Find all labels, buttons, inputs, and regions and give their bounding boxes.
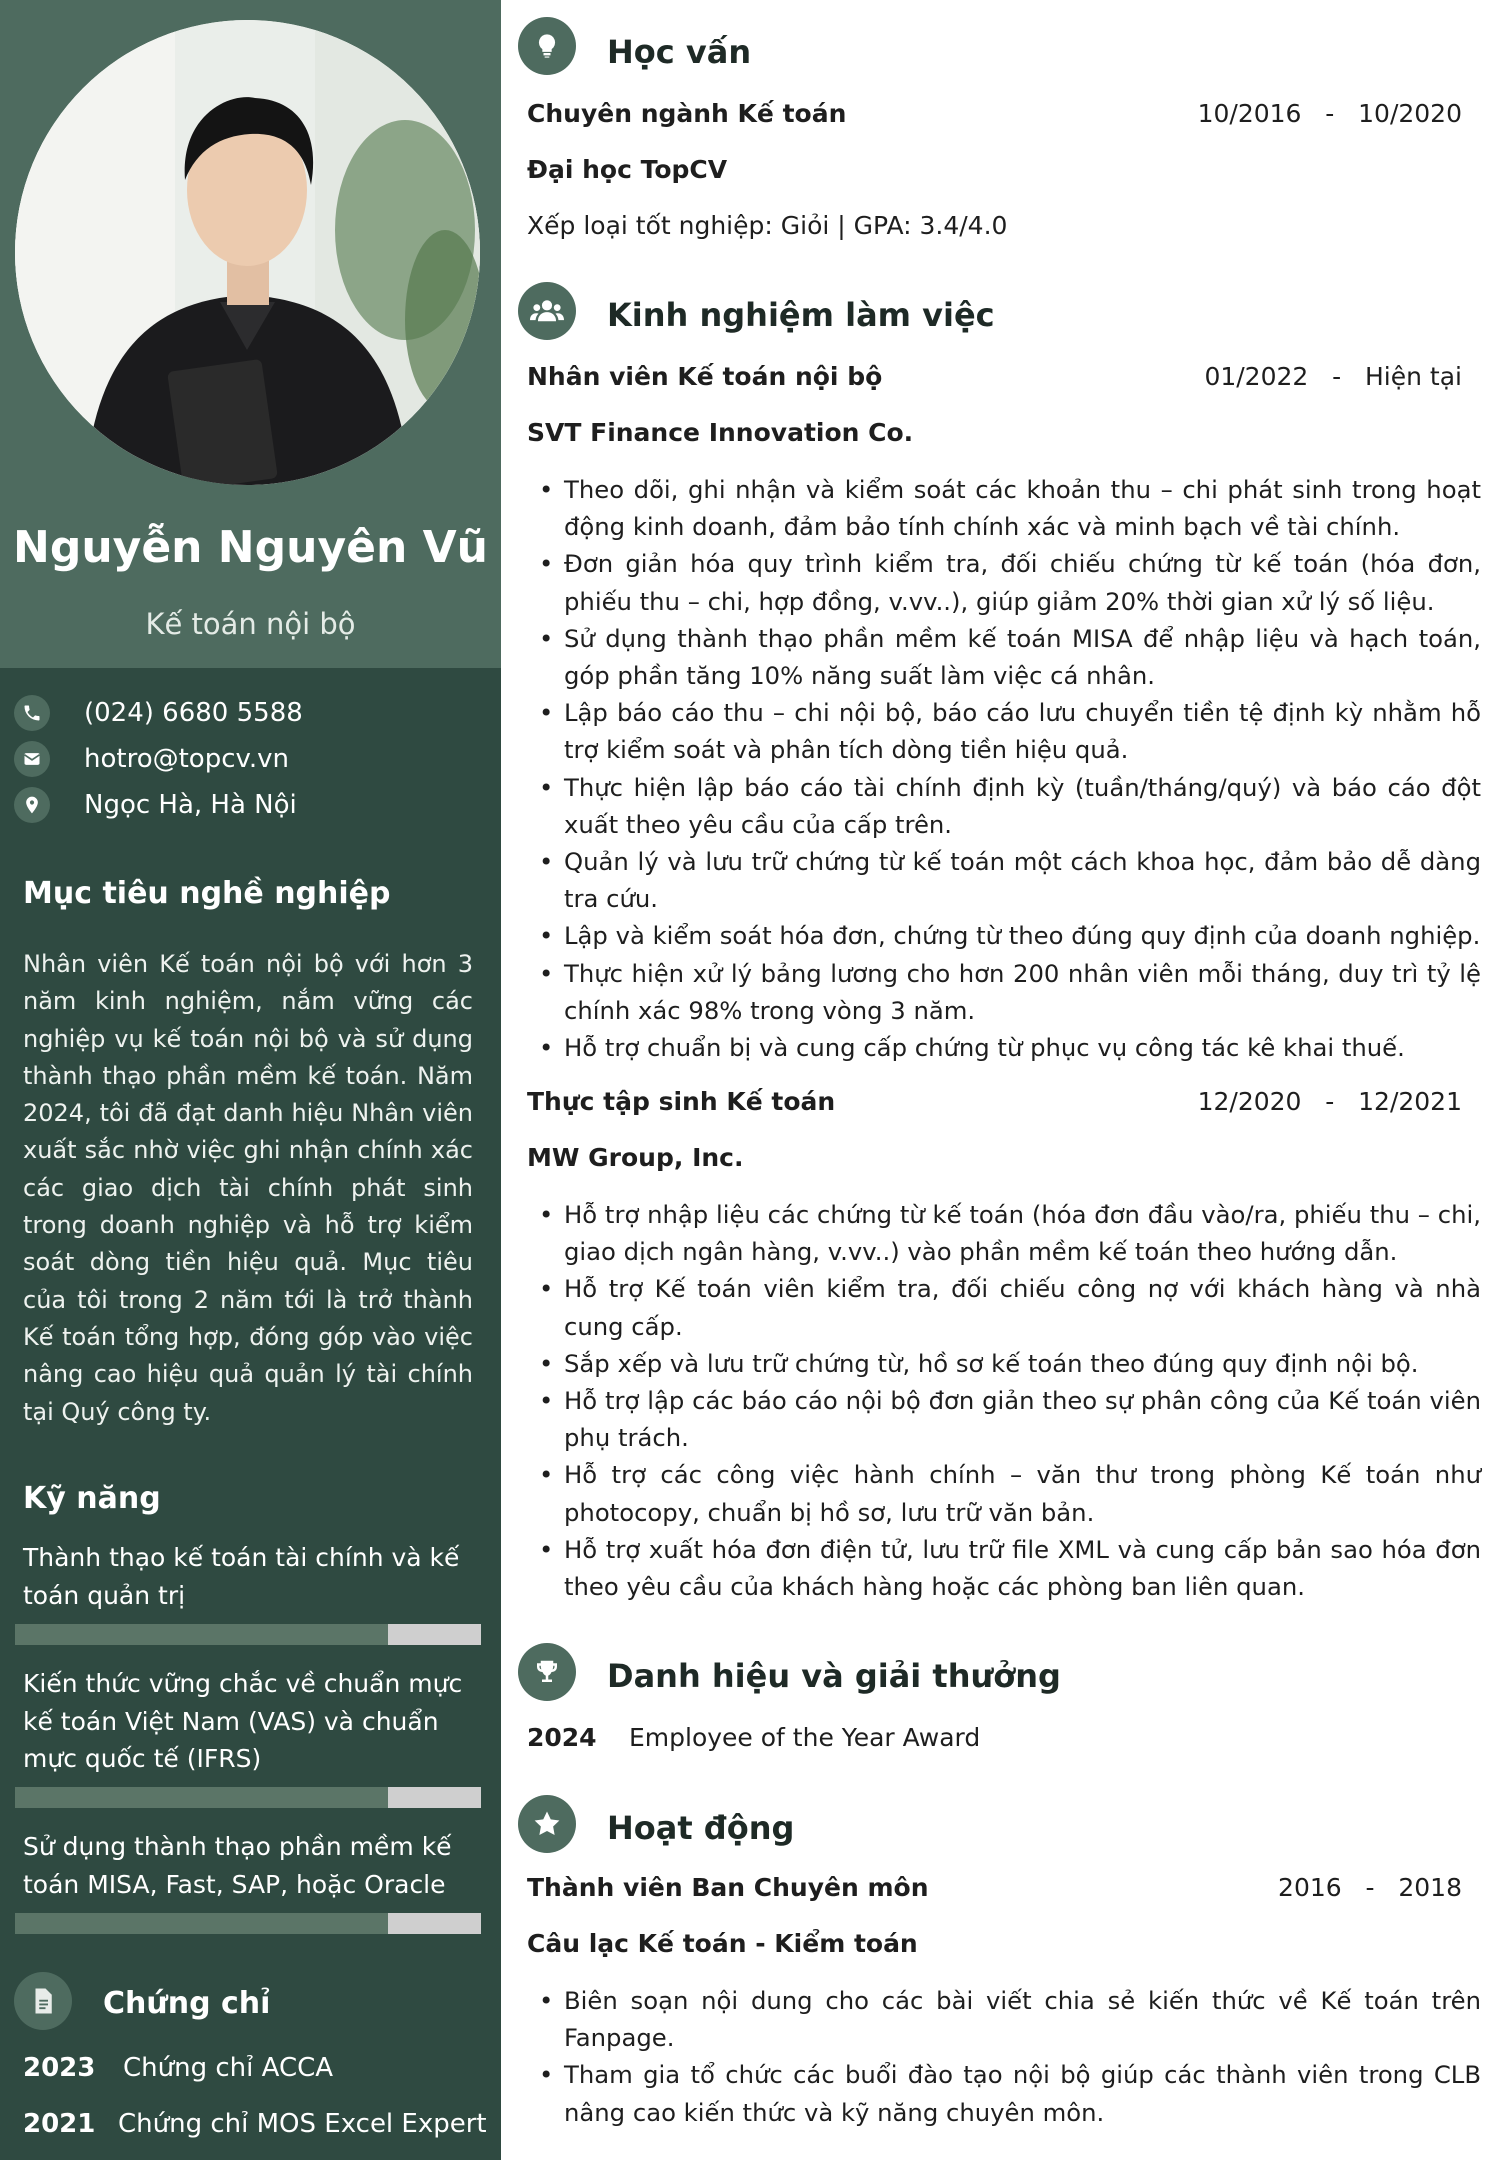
contact-address bbox=[14, 782, 303, 828]
list-item: • Lập và kiểm soát hóa đơn, chứng từ theo đúng quy định của doanh nghiệp. bbox=[527, 917, 1481, 954]
activity-bullet-list bbox=[527, 1982, 1481, 2131]
certificate-name: Chứng chỉ ACCA bbox=[123, 2053, 334, 2083]
avatar bbox=[15, 20, 480, 485]
award-item bbox=[527, 1720, 980, 1756]
lightbulb-icon bbox=[518, 17, 576, 75]
list-item: • Quản lý và lưu trữ chứng từ kế toán một cách khoa học, đảm bảo dễ dàng tra cứu. bbox=[527, 843, 1481, 917]
list-item: • Hỗ trợ các công việc hành chính – văn thư trong phòng Kế toán như photocopy, chuẩn bị hồ sơ, lưu trữ văn bản. bbox=[527, 1456, 1481, 1530]
skill-label: Sử dụng thành thạo phần mềm kế toán MISA, Fast, SAP, hoặc Oracle bbox=[23, 1832, 452, 1899]
star-icon bbox=[518, 1795, 576, 1853]
job-bullet-list bbox=[527, 471, 1481, 1066]
skill-bar bbox=[15, 1913, 481, 1934]
skill-bar-fill bbox=[15, 1913, 388, 1934]
skill-bar-fill bbox=[15, 1787, 388, 1808]
candidate-role: Kế toán nội bộ bbox=[145, 607, 356, 641]
date-end: Hiện tại bbox=[1365, 362, 1462, 391]
contact-phone bbox=[14, 690, 303, 736]
certificate-year: 2021 bbox=[23, 2109, 96, 2139]
date-start: 01/2022 bbox=[1204, 362, 1309, 391]
skill-bar bbox=[15, 1787, 481, 1808]
job-position: Nhân viên Kế toán nội bộ bbox=[527, 362, 883, 391]
date-end: 12/2021 bbox=[1358, 1087, 1462, 1116]
trophy-icon bbox=[518, 1643, 576, 1701]
list-item: • Tham gia tổ chức các buổi đào tạo nội bộ giúp các thành viên trong CLB nâng cao kiến thức và kỹ năng chuyên môn. bbox=[527, 2056, 1481, 2130]
activity-dates: 2016 - 2018 bbox=[1278, 1873, 1462, 1902]
skill-label: Kiến thức vững chắc về chuẩn mực kế toán Việt Nam (VAS) và chuẩn mực quốc tế (IFRS) bbox=[23, 1669, 463, 1773]
certificate-name: Chứng chỉ MOS Excel Expert bbox=[118, 2109, 487, 2139]
education-heading: Học vấn bbox=[607, 33, 752, 71]
people-icon bbox=[518, 282, 576, 340]
job-company: SVT Finance Innovation Co. bbox=[527, 418, 914, 447]
job-position: Thực tập sinh Kế toán bbox=[527, 1087, 836, 1116]
list-item: • Hỗ trợ nhập liệu các chứng từ kế toán (hóa đơn đầu vào/ra, phiếu thu – chi, giao dịch ngân hàng, v.vv..) vào phần mềm kế toán theo hướng dẫn. bbox=[527, 1196, 1481, 1270]
document-icon bbox=[14, 1972, 72, 2030]
certificate-year: 2023 bbox=[23, 2053, 96, 2083]
skill-label: Thành thạo kế toán tài chính và kế toán quản trị bbox=[23, 1543, 460, 1610]
list-item: • Biên soạn nội dung cho các bài viết chia sẻ kiến thức về Kế toán trên Fanpage. bbox=[527, 1982, 1481, 2056]
contact-list bbox=[14, 690, 303, 828]
job-dates: 12/2020 - 12/2021 bbox=[1197, 1087, 1462, 1116]
certificates-heading: Chứng chỉ bbox=[103, 1986, 271, 2021]
phone-text: (024) 6680 5588 bbox=[84, 698, 303, 728]
list-item: • Theo dõi, ghi nhận và kiểm soát các khoản thu – chi phát sinh trong hoạt động kinh doanh, đảm bảo tính chính xác và minh bạch về tài chính. bbox=[527, 471, 1481, 545]
education-school: Đại học TopCV bbox=[527, 155, 728, 184]
job-bullet-list bbox=[527, 1196, 1481, 1605]
sidebar bbox=[0, 0, 501, 2160]
date-start: 10/2016 bbox=[1197, 99, 1302, 128]
email-icon bbox=[14, 741, 50, 777]
list-item: • Sắp xếp và lưu trữ chứng từ, hồ sơ kế toán theo đúng quy định nội bộ. bbox=[527, 1345, 1481, 1382]
list-item: • Thực hiện lập báo cáo tài chính định kỳ (tuần/tháng/quý) và báo cáo đột xuất theo yêu cầu của cấp trên. bbox=[527, 769, 1481, 843]
phone-icon bbox=[14, 695, 50, 731]
address-text: Ngọc Hà, Hà Nội bbox=[84, 790, 297, 820]
activities-heading: Hoạt động bbox=[607, 1809, 795, 1847]
education-major: Chuyên ngành Kế toán bbox=[527, 99, 847, 128]
awards-heading: Danh hiệu và giải thưởng bbox=[607, 1657, 1061, 1695]
activity-role: Thành viên Ban Chuyên môn bbox=[527, 1873, 929, 1902]
date-end: 2018 bbox=[1398, 1873, 1462, 1902]
list-item: • Hỗ trợ xuất hóa đơn điện tử, lưu trữ file XML và cung cấp bản sao hóa đơn theo yêu cầu của khách hàng hoặc các phòng ban liên quan. bbox=[527, 1531, 1481, 1605]
award-year: 2024 bbox=[527, 1723, 597, 1752]
email-text: hotro@topcv.vn bbox=[84, 744, 290, 774]
list-item: • Hỗ trợ Kế toán viên kiểm tra, đối chiếu công nợ với khách hàng và nhà cung cấp. bbox=[527, 1270, 1481, 1344]
activity-org: Câu lạc Kế toán - Kiểm toán bbox=[527, 1929, 918, 1958]
date-start: 12/2020 bbox=[1197, 1087, 1302, 1116]
list-item: • Hỗ trợ chuẩn bị và cung cấp chứng từ phục vụ công tác kê khai thuế. bbox=[527, 1029, 1481, 1066]
skill-bar-fill bbox=[15, 1624, 388, 1645]
list-item: • Hỗ trợ lập các báo cáo nội bộ đơn giản theo sự phân công của Kế toán viên phụ trách. bbox=[527, 1382, 1481, 1456]
objective-text: Nhân viên Kế toán nội bộ với hơn 3 năm kinh nghiệm, nắm vững các nghiệp vụ kế toán nội bộ và sử dụng thành thạo phần mềm kế toán. Năm 2024, tôi đã đạt danh hiệu Nhân viên xuất sắc nhờ việc ghi nhận chính xác các giao dịch tài chính phát sinh trong doanh nghiệp và hỗ trợ kiểm soát dòng tiền hiệu quả. Mục tiêu của tôi trong 2 năm tới là trở thành Kế toán tổng hợp, đóng góp vào việc nâng cao hiệu quả quản lý tài chính tại Quý công ty. bbox=[23, 950, 473, 1426]
skill-bar bbox=[15, 1624, 481, 1645]
candidate-name: Nguyễn Nguyên Vũ bbox=[13, 522, 488, 573]
award-name: Employee of the Year Award bbox=[629, 1723, 981, 1752]
objective-heading: Mục tiêu nghề nghiệp bbox=[23, 876, 391, 911]
profile-header bbox=[0, 0, 501, 668]
date-start: 2016 bbox=[1278, 1873, 1342, 1902]
education-dates: 10/2016 - 10/2020 bbox=[1197, 99, 1462, 128]
certificate-item bbox=[23, 2106, 487, 2142]
list-item: • Đơn giản hóa quy trình kiểm tra, đối chiếu chứng từ kế toán (hóa đơn, phiếu thu – chi, hợp đồng, v.vv..), giúp giảm 20% thời gian xử lý số liệu. bbox=[527, 545, 1481, 619]
location-pin-icon bbox=[14, 787, 50, 823]
experience-heading: Kinh nghiệm làm việc bbox=[607, 296, 995, 334]
job-dates: 01/2022 - Hiện tại bbox=[1204, 362, 1462, 391]
job-company: MW Group, Inc. bbox=[527, 1143, 744, 1172]
list-item: • Thực hiện xử lý bảng lương cho hơn 200 nhân viên mỗi tháng, duy trì tỷ lệ chính xác 98% trong vòng 3 năm. bbox=[527, 955, 1481, 1029]
certificate-item bbox=[23, 2050, 333, 2086]
skills-heading: Kỹ năng bbox=[23, 1481, 161, 1516]
date-end: 10/2020 bbox=[1358, 99, 1462, 128]
education-grade: Xếp loại tốt nghiệp: Giỏi | GPA: 3.4/4.0 bbox=[527, 211, 1008, 240]
list-item: • Sử dụng thành thạo phần mềm kế toán MISA để nhập liệu và hạch toán, góp phần tăng 10% năng suất làm việc cá nhân. bbox=[527, 620, 1481, 694]
contact-email bbox=[14, 736, 303, 782]
list-item: • Lập báo cáo thu – chi nội bộ, báo cáo lưu chuyển tiền tệ định kỳ nhằm hỗ trợ kiểm soát và phân tích dòng tiền hiệu quả. bbox=[527, 694, 1481, 768]
